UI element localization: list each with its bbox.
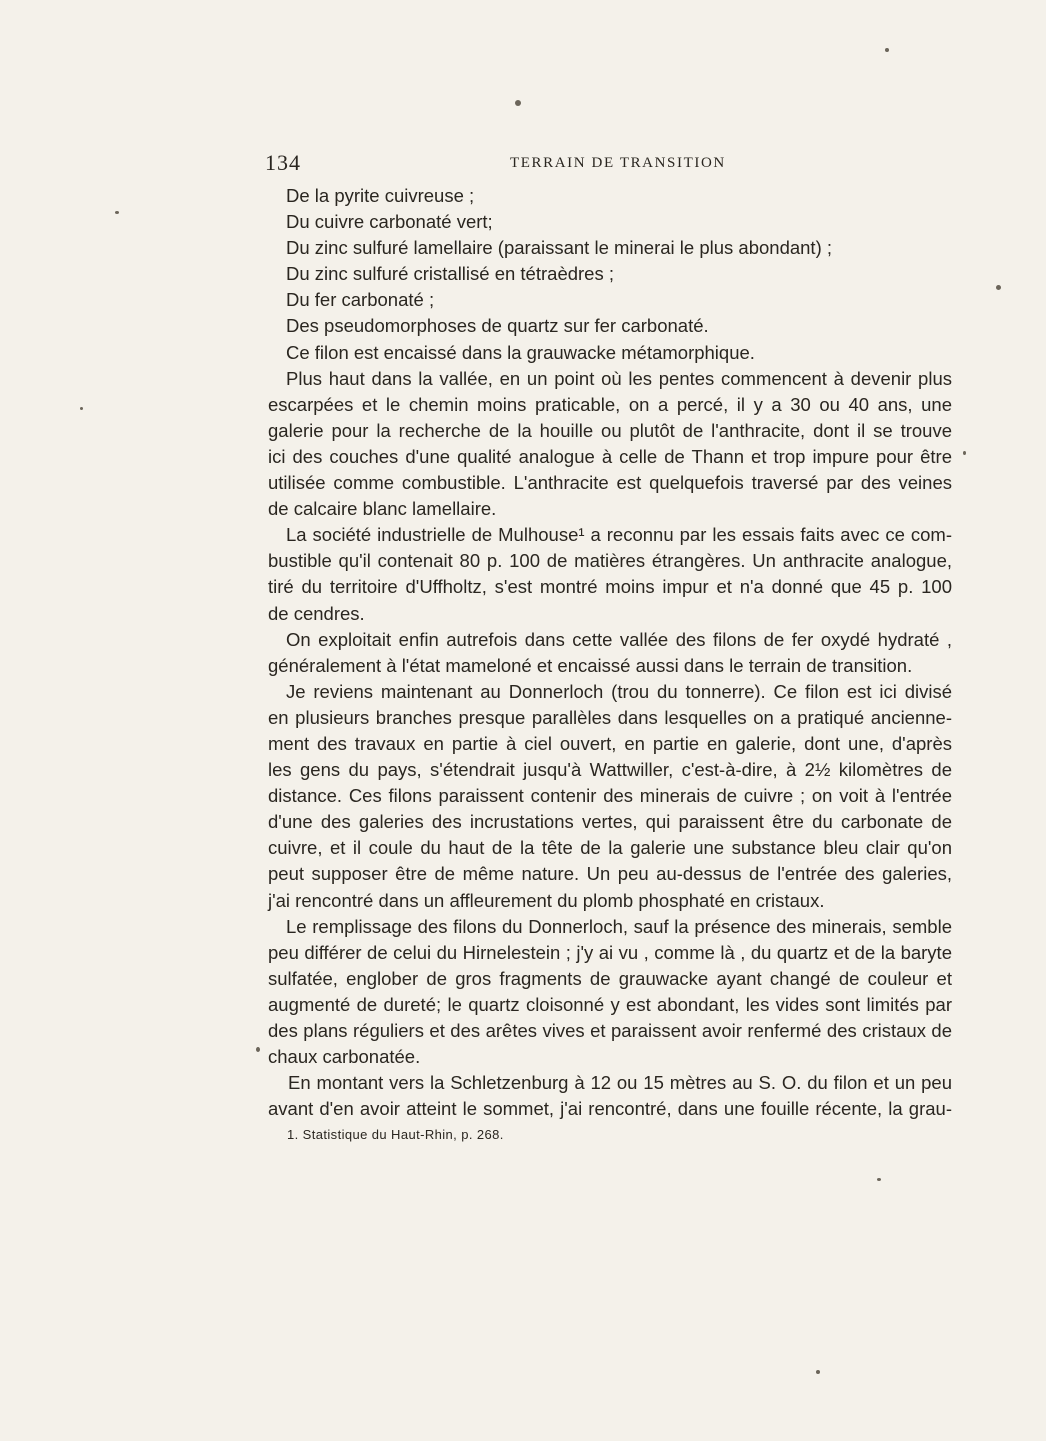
page-number: 134 <box>265 150 301 175</box>
text-line: cuivre, et il coule du haut de la tête de la galerie une substance bleu clair qu'on <box>268 837 952 859</box>
text-line: On exploitait enfin autrefois dans cette vallée des filons de fer oxydé hydraté , <box>286 628 952 650</box>
paragraph <box>268 366 952 523</box>
text-line: Je reviens maintenant au Donnerloch (trou du tonnerre). Ce filon est ici divisé <box>286 680 952 702</box>
text-line: Plus haut dans la vallée, en un point où les pentes commencent à devenir plus <box>286 367 952 389</box>
mineral-list <box>268 183 952 366</box>
scan-speck <box>115 211 119 214</box>
paragraph <box>268 1070 952 1122</box>
body-text <box>268 183 952 1122</box>
list-item: Ce filon est encaissé dans la grauwacke métamorphique. <box>286 341 755 363</box>
text-line: escarpées et le chemin moins praticable, on a percé, il y a 30 ou 40 ans, une <box>268 393 952 415</box>
text-line: bustible qu'il contenait 80 p. 100 de matières étrangères. Un anthracite analogue, <box>268 550 952 572</box>
text-line: j'ai rencontré dans un affleurement du plomb phosphaté en cristaux. <box>268 889 825 911</box>
paragraph <box>268 627 952 679</box>
text-line: de cendres. <box>268 602 365 624</box>
list-item: De la pyrite cuivreuse ; <box>286 185 475 206</box>
text-line: d'une des galeries des incrustations vertes, qui paraissent être du carbonate de <box>268 811 952 833</box>
text-line: Le remplissage des filons du Donnerloch, sauf la présence des minerais, semble <box>286 915 952 937</box>
text-line: de calcaire blanc lamellaire. <box>268 498 497 520</box>
list-item: Du cuivre carbonaté vert; <box>286 211 493 233</box>
text-line: peut supposer être de même nature. Un peu au-dessus de l'entrée des galeries, <box>268 863 952 885</box>
scan-speck <box>963 451 966 455</box>
scan-speck <box>515 100 521 106</box>
text-line: des plans réguliers et des arêtes vives et paraissent avoir renfermé des cristaux de <box>268 1020 952 1041</box>
text-line: utilisée comme combustible. L'anthracite est quelquefois traversé par des veines <box>268 472 952 494</box>
text-line: peu différer de celui du Hirnelestein ; j'y ai vu , comme là , du quartz et de la baryte <box>268 941 952 963</box>
text-line: en plusieurs branches presque parallèles dans lesquelles on a pratiqué ancienne- <box>268 706 952 728</box>
text-line: galerie pour la recherche de la houille ou plutôt de l'anthracite, dont il se trouve <box>268 419 952 441</box>
scan-speck <box>80 407 83 410</box>
text-line: ici des couches d'une qualité analogue à celle de Thann et trop impure pour être <box>268 445 952 467</box>
scan-speck <box>816 1370 820 1374</box>
scan-speck <box>256 1047 260 1052</box>
text-line: tiré du territoire d'Uffholtz, s'est montré moins impur et n'a donné que 45 p. 100 <box>268 576 952 598</box>
scan-speck <box>877 1178 881 1181</box>
text-line: chaux carbonatée. <box>268 1046 421 1068</box>
list-item: Du zinc sulfuré cristallisé en tétraèdres ; <box>286 263 614 285</box>
scan-speck <box>996 285 1001 290</box>
page-header <box>265 150 955 180</box>
paragraph <box>268 522 952 626</box>
list-item: Du fer carbonaté ; <box>286 289 435 311</box>
text-line: La société industrielle de Mulhouse¹ a reconnu par les essais faits avec ce com- <box>286 524 952 546</box>
text-line: généralement à l'état mameloné et encaissé aussi dans le terrain de transition. <box>268 654 913 676</box>
paragraph <box>268 914 952 1071</box>
running-head: TERRAIN DE TRANSITION <box>510 155 726 171</box>
list-item: Du zinc sulfuré lamellaire (paraissant le minerai le plus abondant) ; <box>286 237 833 259</box>
footnote: 1. Statistique du Haut-Rhin, p. 268. <box>287 1127 504 1142</box>
text-line: sulfatée, englober de gros fragments de grauwacke ayant changé de couleur et <box>268 967 952 989</box>
scan-speck <box>885 48 889 52</box>
text-line: les gens du pays, s'étendrait jusqu'à Wattwiller, c'est-à-dire, à 2½ kilomètres de <box>268 759 952 781</box>
text-line: ment des travaux en partie à ciel ouvert, en partie en galerie, dont une, d'après <box>268 732 952 754</box>
paragraph <box>268 679 952 914</box>
text-line: augmenté de dureté; le quartz cloisonné y est abondant, les vides sont limités par <box>268 993 952 1015</box>
list-item: Des pseudomorphoses de quartz sur fer carbonaté. <box>286 315 709 337</box>
text-line: En montant vers la Schletzenburg à 12 ou 15 mètres au S. O. du filon et un peu <box>288 1072 952 1094</box>
text-line: avant d'en avoir atteint le sommet, j'ai rencontré, dans une fouille récente, la grau- <box>268 1098 952 1120</box>
text-line: distance. Ces filons paraissent contenir des minerais de cuivre ; on voit à l'entrée <box>268 785 952 807</box>
